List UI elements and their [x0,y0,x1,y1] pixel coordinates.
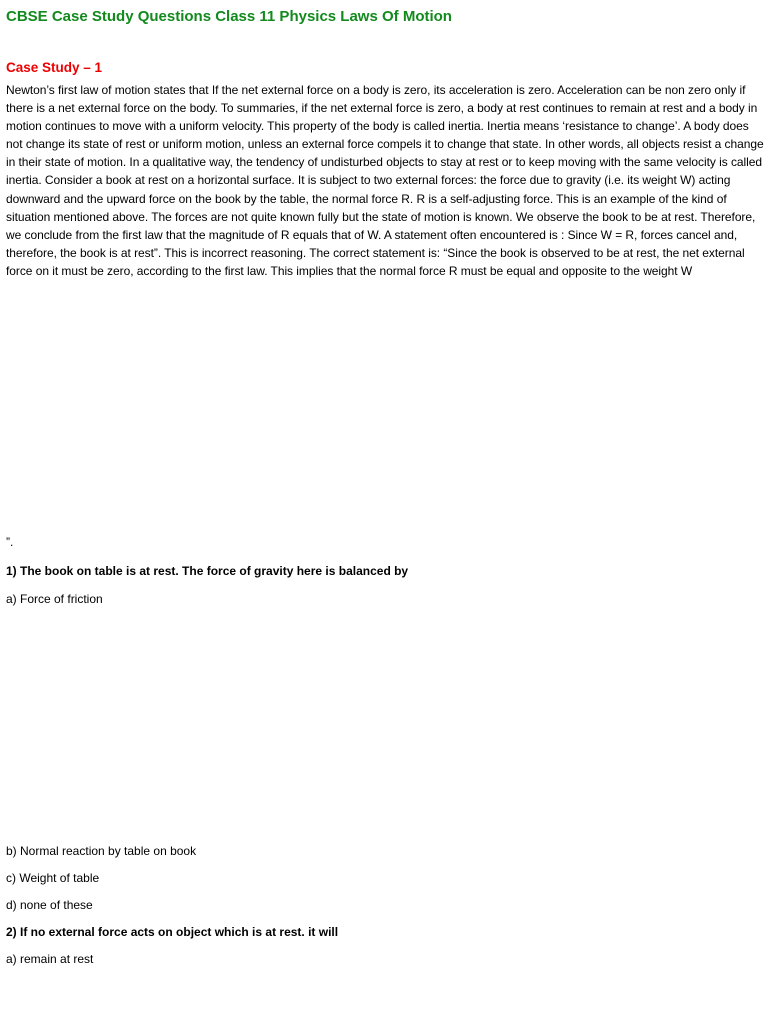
case-study-heading: Case Study – 1 [6,60,103,75]
question-1-option-c: c) Weight of table [6,871,100,885]
question-1-option-d: d) none of these [6,898,93,912]
case-study-passage: Newton’s first law of motion states that If the net external force on a body is zero, its acceleration is zero. Acceleration can be non zero only if there is a net external force on the body. To summaries, if the net external force is zero, a body at rest continues to remain at rest and a body in motion continues to move with a uniform velocity. This property of the body is called inertia. Inertia means ‘resistance to change’. A body does not change its state of rest or uniform motion, unless an external force compels it to change that state. In other words, all objects resist a change in their state of motion. In a qualitative way, the tendency of undisturbed objects to stay at rest or to keep moving with the same velocity is called inertia. Consider a book at rest on a horizontal surface. It is subject to two external forces: the force due to gravity (i.e. its weight W) acting downward and the upward force on the book by the table, the normal force R. R is a self-adjusting force. This is an example of the kind of situation mentioned above. The forces are not quite known fully but the state of motion is known. We observe the book to be at rest. Therefore, we conclude from the first law that the magnitude of R equals that of W. A statement often encountered is : Since W = R, forces cancel and, therefore, the book is at rest”. This is incorrect reasoning. The correct statement is: “Since the book is observed to be at rest, the net external force on it must be zero, according to the first law. This implies that the normal force R must be equal and opposite to the weight W [6,83,764,278]
question-1-option-a: a) Force of friction [6,592,103,606]
question-2: 2) If no external force acts on object which is at rest. it will [6,925,339,939]
question-1: 1) The book on table is at rest. The force of gravity here is balanced by [6,564,409,578]
passage-closing-quote: ”. [6,535,14,549]
question-1-option-b: b) Normal reaction by table on book [6,844,197,858]
page-title: CBSE Case Study Questions Class 11 Physics Laws Of Motion [6,8,452,25]
question-2-option-a: a) remain at rest [6,952,94,966]
